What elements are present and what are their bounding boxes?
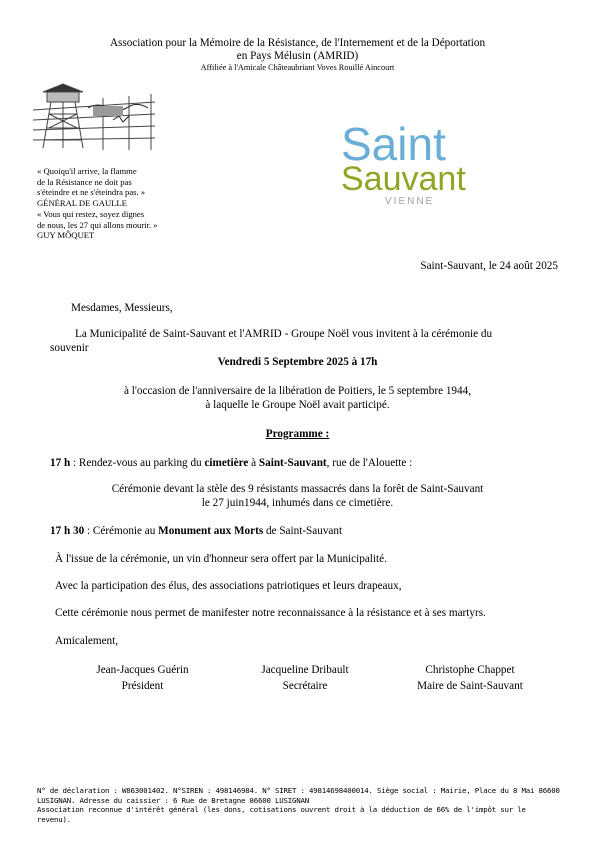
- programme-title: [100, 428, 495, 442]
- footer-line: Association reconnue d'intérêt général (les dons, cotisations ouvrent droit à la déduction de 66% de l'impôt sur le revenu).: [37, 805, 526, 824]
- item-place: Monument aux Morts: [158, 525, 264, 537]
- quote-line: « Quoiqu'il arrive, la flamme: [37, 166, 137, 176]
- paragraph-participation: Avec la participation des élus, des associations patriotiques et leurs drapeaux,: [55, 580, 402, 592]
- quote-author: GÉNÉRAL DE GAULLE: [37, 198, 127, 209]
- signatory-role: Président: [121, 680, 164, 692]
- item-text: : Cérémonie au: [84, 525, 159, 537]
- programme-item-2: [50, 525, 560, 539]
- ceremony-description: [60, 483, 535, 510]
- association-name: [60, 37, 535, 63]
- closing: Amicalement,: [55, 635, 119, 647]
- occasion-line: à laquelle le Groupe Noël avait participé.: [205, 398, 390, 411]
- signatory-role: Secrétaire: [282, 680, 328, 692]
- salutation: Mesdames, Messieurs,: [71, 302, 173, 314]
- logo-saint-text: Saint: [341, 120, 446, 170]
- item-place: cimetière: [204, 457, 249, 469]
- item-text: , rue de l'Alouette :: [326, 457, 413, 469]
- item-time: 17 h 30: [50, 525, 85, 537]
- quote-de-gaulle: [37, 166, 158, 241]
- legal-footer: [37, 786, 562, 824]
- signature-secretaire: [230, 662, 380, 694]
- saint-sauvant-logo: [335, 120, 500, 205]
- occasion-line: à l'occasion de l'anniversaire de la libération de Poitiers, le 5 septembre 1944,: [124, 385, 471, 397]
- intro-continuation: souvenir: [50, 342, 89, 354]
- signature-maire: [395, 662, 545, 694]
- logo-sauvant-text: Sauvant: [341, 160, 466, 198]
- occasion-text: [60, 385, 535, 412]
- quote-line: « Vous qui restez, soyez dignes: [37, 208, 145, 219]
- item-place: Saint-Sauvant: [258, 457, 327, 469]
- affiliation-line: Affiliée à l'Amicale Châteaubriant Voves Rouillé Aincourt: [200, 63, 395, 72]
- paragraph-vin-honneur: À l'issue de la cérémonie, un vin d'honneur sera offert par la Municipalité.: [55, 553, 387, 565]
- item-text: de Saint-Sauvant: [263, 525, 343, 537]
- item-time: 17 h: [50, 457, 71, 469]
- item-text: : Rendez-vous au parking du: [70, 457, 205, 469]
- footer-line: N° de déclaration : W863001402. N°SIREN : 498146984. N° SIRET : 49814698400014. Siège social : Mairie, Place du 8 Mai 86600: [37, 786, 560, 795]
- logo-vienne-text: VIENNE: [385, 196, 435, 205]
- quote-author: GUY MÔQUET: [37, 230, 95, 241]
- quote-line: de la Résistance ne doit pas: [37, 176, 132, 187]
- signatory-role: Maire de Saint-Sauvant: [417, 680, 523, 692]
- quote-line: de nous, les 27 qui allons mourir. »: [37, 219, 158, 230]
- signatory-name: Jean-Jacques Guérin: [96, 664, 189, 676]
- programme-title-text: Programme :: [265, 428, 330, 440]
- programme-item-1: [50, 457, 560, 471]
- signatory-name: Jacqueline Dribault: [261, 664, 349, 676]
- header-line-2: en Pays Mélusin (AMRID): [236, 50, 359, 62]
- item-text: à: [248, 457, 259, 469]
- letter-date: Saint-Sauvant, le 24 août 2025: [420, 260, 558, 272]
- watchtower-illustration: [33, 80, 155, 154]
- signature-president: [70, 662, 215, 694]
- ceremony-line: le 27 juin1944, inhumés dans ce cimetière.: [201, 496, 394, 509]
- header-line-1: Association pour la Mémoire de la Résistance, de l'Internement et de la Déportation: [109, 37, 486, 49]
- quote-line: s'éteindre et ne s'éteindra pas. »: [37, 187, 146, 198]
- signatory-name: Christophe Chappet: [425, 664, 515, 676]
- intro-line: La Municipalité de Saint-Sauvant et l'AMRID - Groupe Noël vous invitent à la cérémonie du: [75, 328, 493, 340]
- ceremony-line: Cérémonie devant la stèle des 9 résistants massacrés dans la forêt de Saint-Sauvant: [111, 483, 484, 495]
- paragraph-reconnaissance: Cette cérémonie nous permet de manifester notre reconnaissance à la résistance et à ses martyrs.: [55, 607, 486, 619]
- event-date: Vendredi 5 Septembre 2025 à 17h: [217, 356, 378, 368]
- footer-line: LUSIGNAN. Adresse du caissier : 6 Rue de Bretagne 86600 LUSIGNAN: [37, 795, 309, 805]
